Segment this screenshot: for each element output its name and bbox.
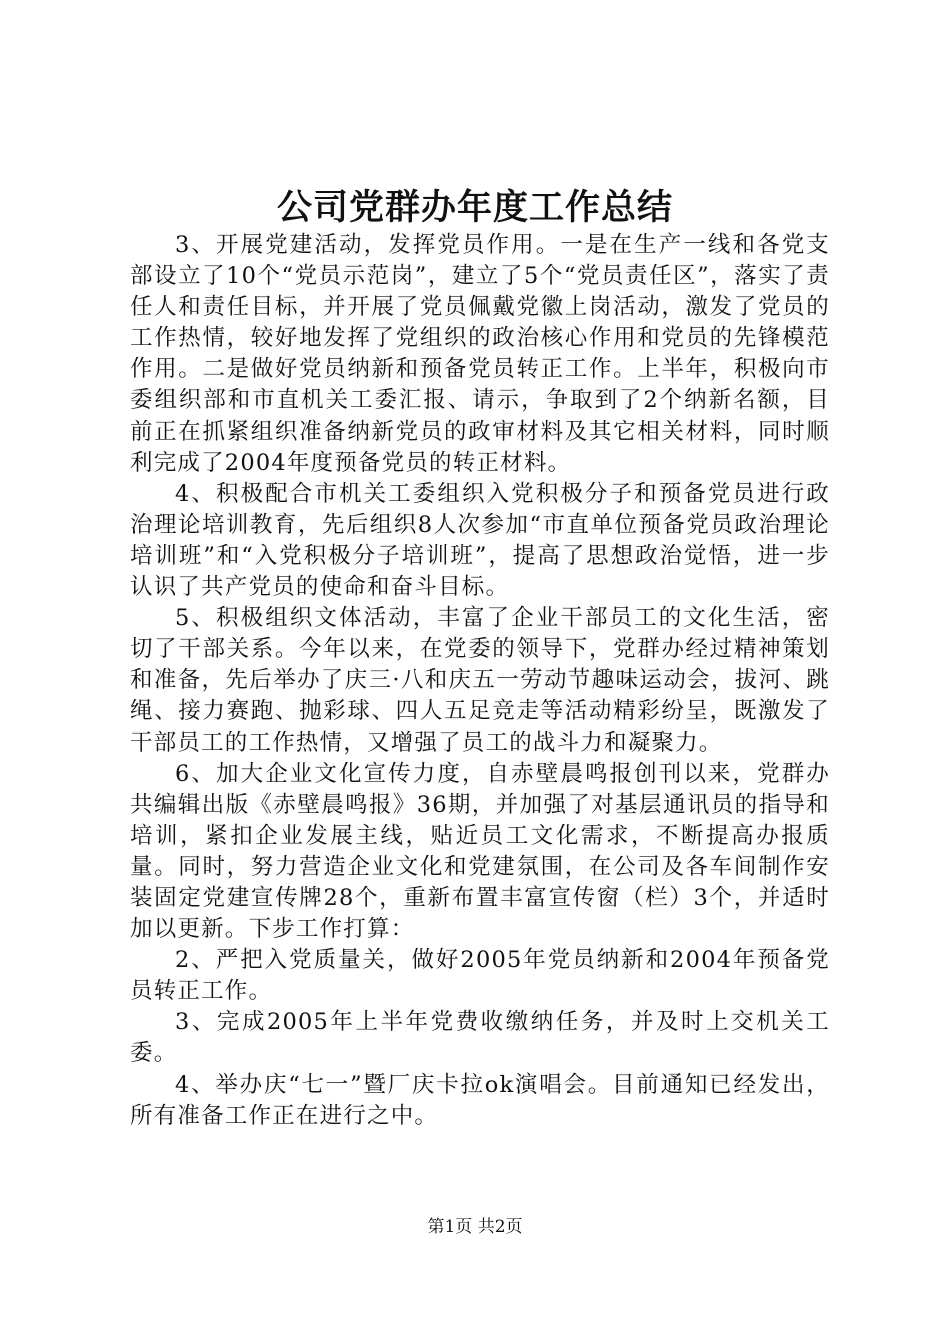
paragraph-item-6: 6、加大企业文化宣传力度，自赤壁晨鸣报创刊以来，党群办共编辑出版《赤壁晨鸣报》36期，并加强了对基层通讯员的指导和培训，紧扣企业发展主线，贴近员工文化需求，不断提高办报质量。同时，努力营造企业文化和党建氛围，在公司及各车间制作安装固定党建宣传牌28个，重新布置丰富宣传窗（栏）3个，并适时加以更新。下步工作打算：	[130, 760, 830, 943]
document-title: 公司党群办年度工作总结	[276, 187, 673, 228]
plan-item-4: 4、举办庆“七一”暨厂庆卡拉ok演唱会。目前通知已经发出，所有准备工作正在进行之中。	[130, 1071, 830, 1129]
paragraph-item-5: 5、积极组织文体活动，丰富了企业干部员工的文化生活，密切了干部关系。今年以来，在党委的领导下，党群办经过精神策划和准备，先后举办了庆三·八和庆五一劳动节趣味运动会，拔河、跳绳、接力赛跑、抛彩球、四人五足竞走等活动精彩纷呈，既激发了干部员工的工作热情，又增强了员工的战斗力和凝聚力。	[130, 605, 830, 756]
paragraph-item-4: 4、积极配合市机关工委组织入党积极分子和预备党员进行政治理论培训教育，先后组织8人次参加“市直单位预备党员政治理论培训班”和“入党积极分子培训班”，提高了思想政治觉悟，进一步认识了共产党员的使命和奋斗目标。	[130, 480, 830, 601]
plan-item-2: 2、严把入党质量关，做好2005年党员纳新和2004年预备党员转正工作。	[130, 947, 830, 1005]
plan-item-3: 3、完成2005年上半年党费收缴纳任务，并及时上交机关工委。	[130, 1009, 830, 1067]
paragraph-item-3: 3、开展党建活动，发挥党员作用。一是在生产一线和各党支部设立了10个“党员示范岗”，建立了5个“党员责任区”，落实了责任人和责任目标，并开展了党员佩戴党徽上岗活动，激发了党员的工作热情，较好地发挥了党组织的政治核心作用和党员的先锋模范作用。二是做好党员纳新和预备党员转正工作。上半年，积极向市委组织部和市直机关工委汇报、请示，争取到了2个纳新名额，目前正在抓紧组织准备纳新党员的政审材料及其它相关材料，同时顺利完成了2004年度预备党员的转正材料。	[130, 232, 830, 476]
page-footer: 第1页 共2页	[427, 1217, 523, 1237]
document-body	[130, 230, 830, 1132]
